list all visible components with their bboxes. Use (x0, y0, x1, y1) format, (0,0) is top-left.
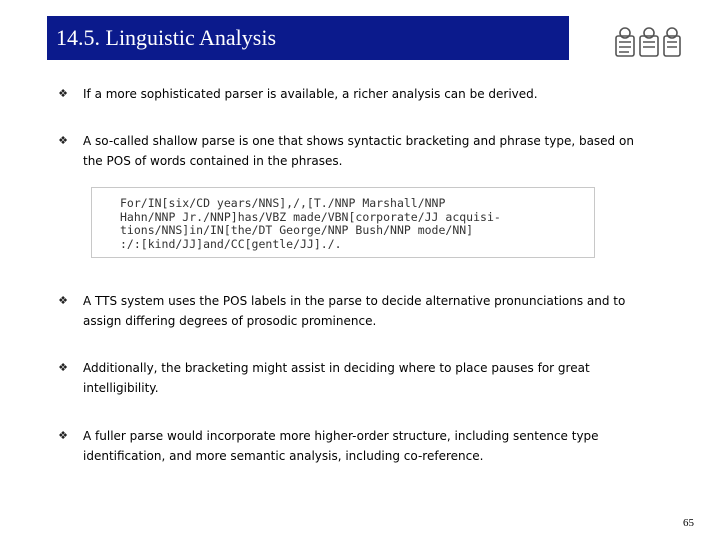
diamond-bullet-icon: ❖ (58, 361, 68, 374)
bullet-line: A fuller parse would incorporate more higher-order structure, including sentence type (83, 429, 599, 443)
bullet-line: the POS of words contained in the phrases. (83, 154, 343, 168)
diamond-bullet-icon: ❖ (58, 134, 68, 147)
bullet-line: A TTS system uses the POS labels in the parse to decide alternative pronunciations and to (83, 294, 626, 308)
title-bar (47, 16, 569, 60)
diamond-bullet-icon: ❖ (58, 429, 68, 442)
slide-title: 14.5. Linguistic Analysis (56, 25, 276, 50)
people-group-logo-icon (612, 24, 684, 60)
diamond-bullet-icon: ❖ (58, 294, 68, 307)
pos-parse-example (91, 187, 595, 258)
code-line: Hahn/NNP Jr./NNP]has/VBZ made/VBN[corporate/JJ acquisi- (120, 209, 501, 224)
bullet-line: assign differing degrees of prosodic prominence. (83, 314, 377, 328)
bullet-line: A so-called shallow parse is one that shows syntactic bracketing and phrase type, based on (83, 134, 634, 148)
bullet-line: If a more sophisticated parser is available, a richer analysis can be derived. (83, 87, 538, 101)
page-number: 65 (683, 517, 694, 529)
bullet-line: intelligibility. (83, 381, 159, 395)
diamond-bullet-icon: ❖ (58, 87, 68, 100)
code-line: :/:[kind/JJ]and/CC[gentle/JJ]./. (120, 236, 342, 251)
code-line: tions/NNS]in/IN[the/DT George/NNP Bush/NNP mode/NN] (120, 223, 474, 237)
bullet-line: identification, and more semantic analysis, including co-reference. (83, 449, 484, 463)
bullet-line: Additionally, the bracketing might assist in deciding where to place pauses for great (83, 361, 590, 375)
code-line: For/IN[six/CD years/NNS],/,[T./NNP Marshall/NNP (120, 196, 446, 210)
